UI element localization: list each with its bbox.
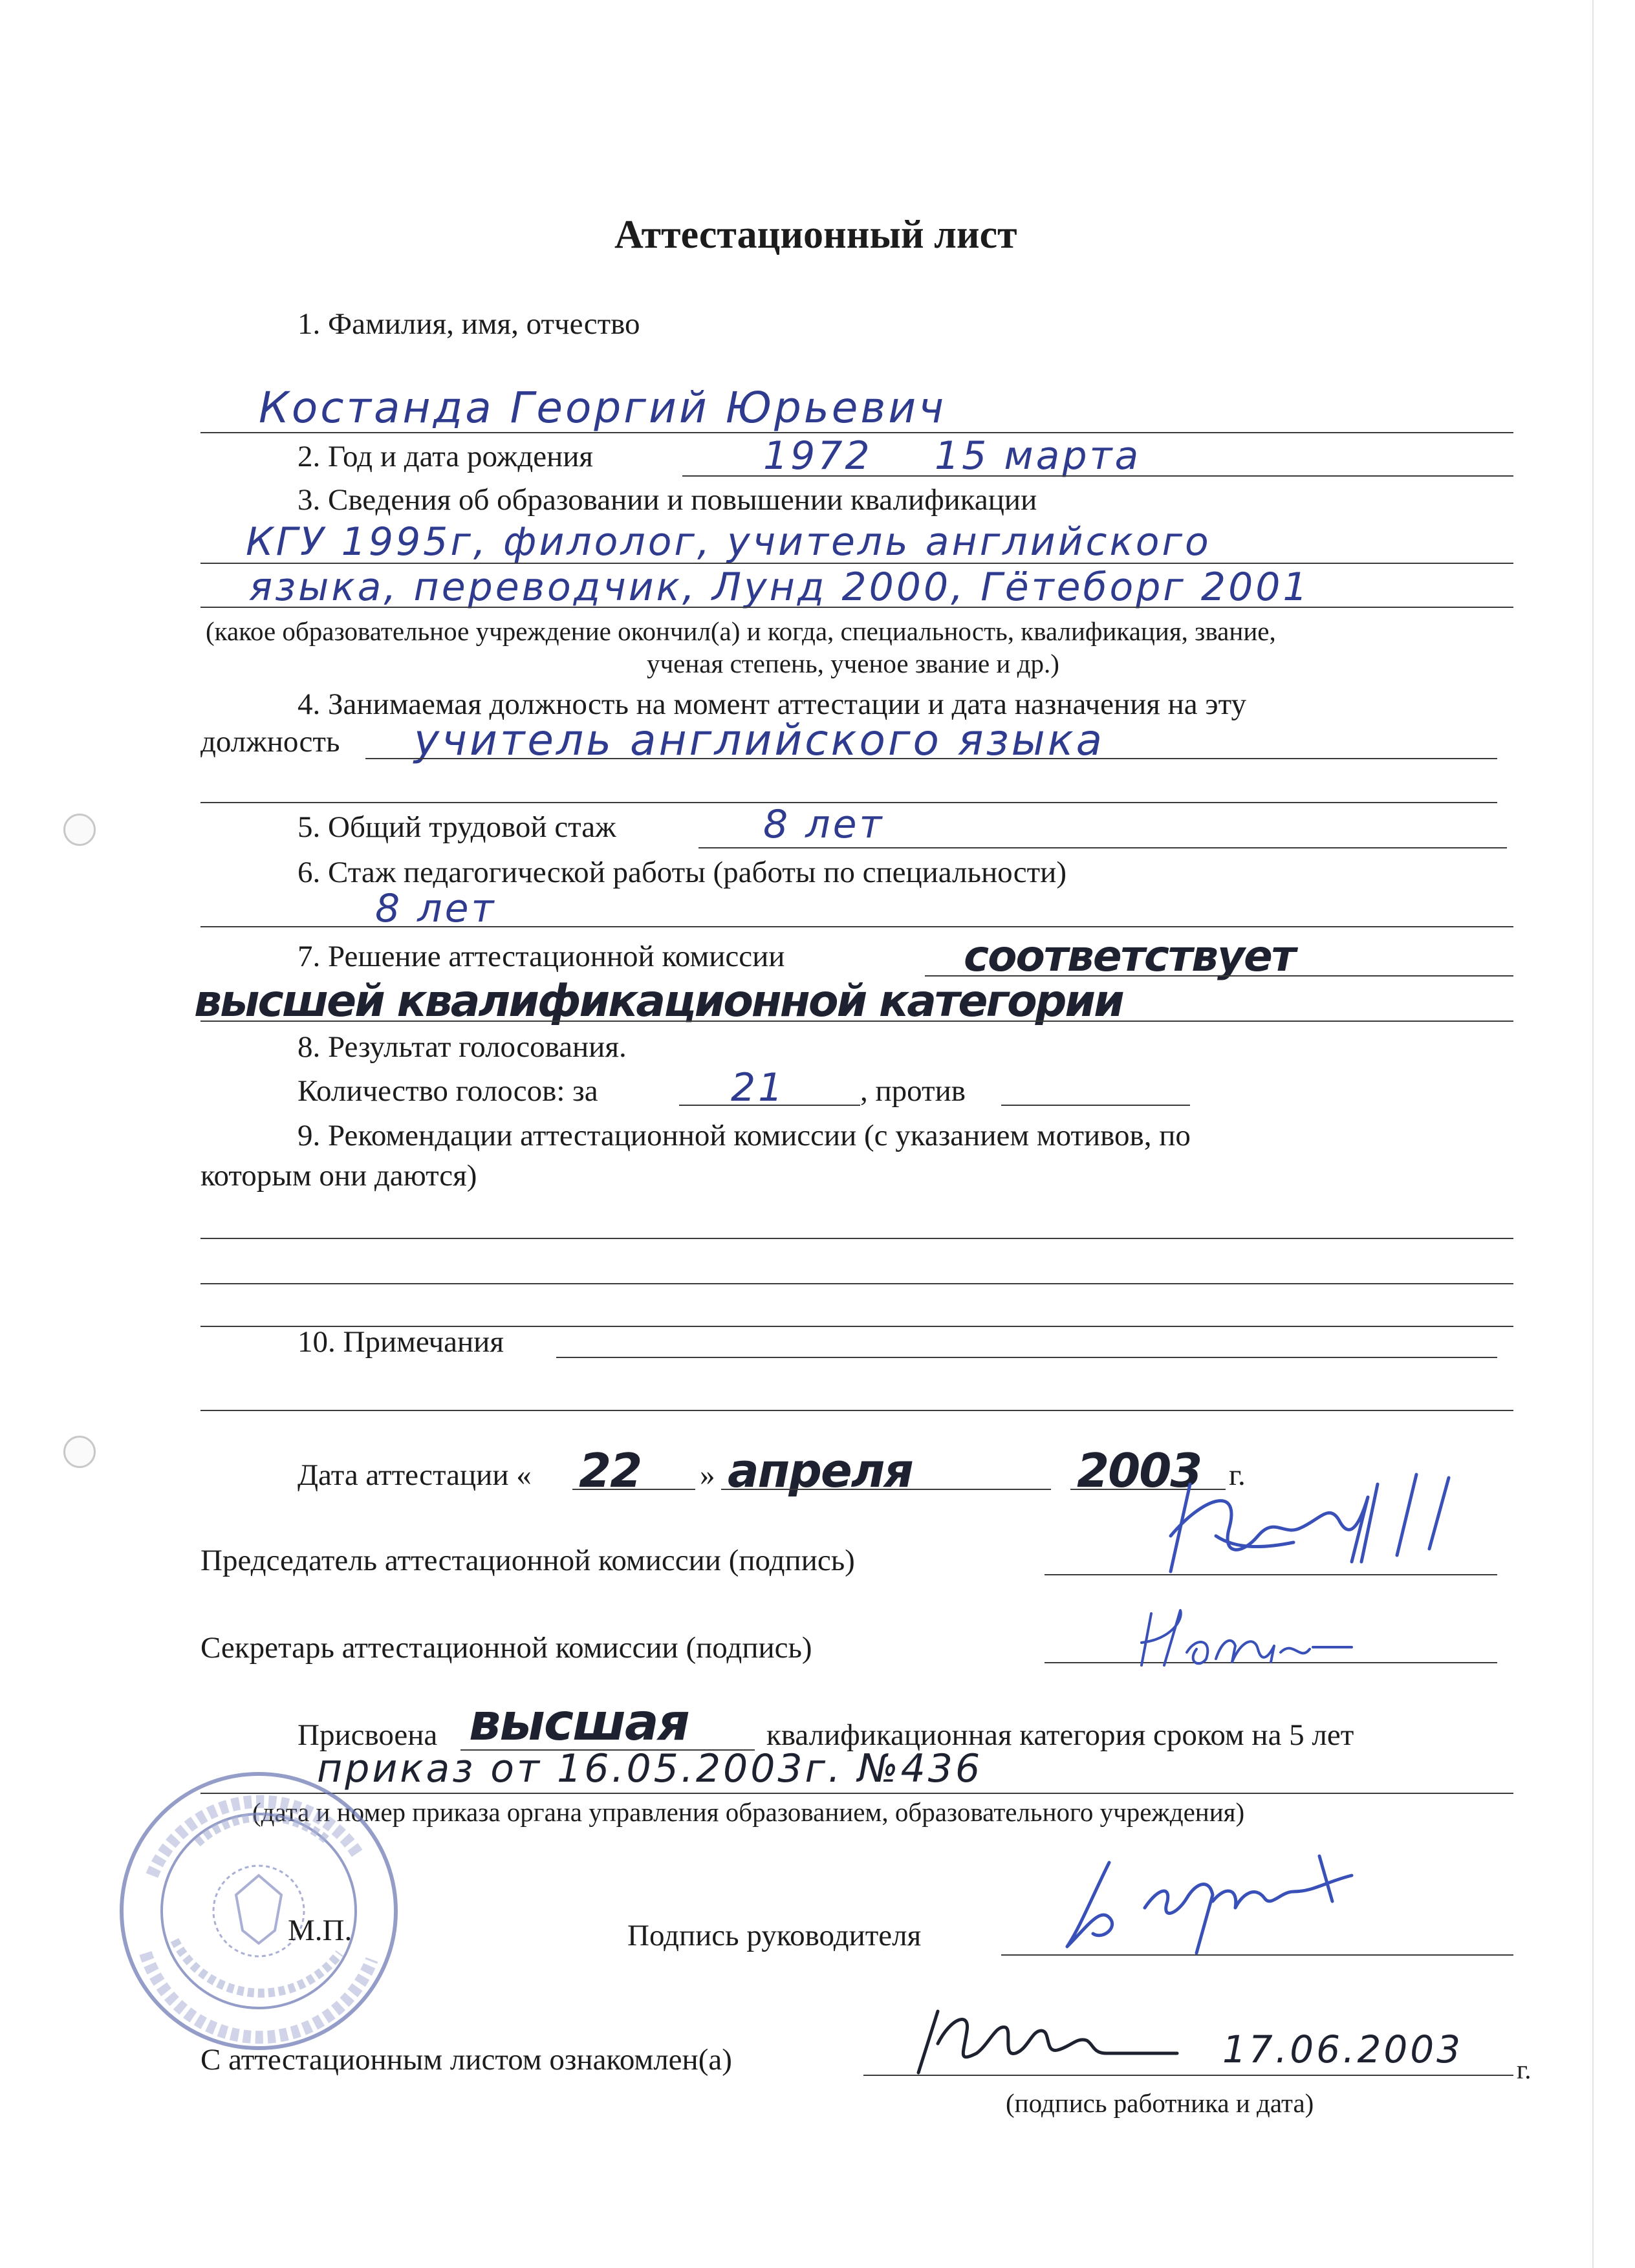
assigned-label: Присвоена — [298, 1718, 438, 1752]
field-10-line-1 — [556, 1357, 1497, 1358]
field-3-value-line2: языка, переводчик, Лунд 2000, Гётеборг 2001 — [249, 565, 1310, 610]
mp-label: М.П. — [288, 1914, 352, 1947]
field-7-line-2 — [200, 1021, 1513, 1022]
field-10-label: 10. Примечания — [298, 1325, 504, 1359]
acquainted-hint: (подпись работника и дата) — [1006, 2088, 1314, 2118]
assigned-value: высшая — [469, 1694, 689, 1752]
date-suffix: г. — [1229, 1458, 1246, 1492]
field-5-value: 8 лет — [763, 802, 885, 847]
field-5-label: 5. Общий трудовой стаж — [298, 810, 616, 844]
votes-against-line — [1001, 1105, 1190, 1106]
secretary-label: Секретарь аттестационной комиссии (подпись) — [200, 1631, 812, 1665]
punch-hole-top — [63, 814, 96, 846]
acquainted-date: 17.06.2003 — [1222, 2027, 1464, 2071]
field-4-value: учитель английского языка — [414, 715, 1105, 765]
field-4-label: 4. Занимаемая должность на момент аттестации и дата назначения на эту — [298, 687, 1247, 721]
field-3-line-1 — [200, 563, 1513, 564]
field-2-year: 1972 — [763, 433, 872, 479]
field-3-hint-2: ученая степень, ученое звание и др.) — [647, 649, 1059, 678]
assigned-suffix: квалификационная категория сроком на 5 лет — [766, 1718, 1354, 1752]
acquainted-label: С аттестационным листом ознакомлен(а) — [200, 2043, 732, 2077]
chair-signature — [1145, 1458, 1468, 1588]
date-month: апреля — [728, 1443, 913, 1498]
field-6-value: 8 лет — [375, 886, 497, 931]
field-3-label: 3. Сведения об образовании и повышении квалификации — [298, 483, 1037, 517]
date-month-line — [721, 1489, 1051, 1490]
field-6-label: 6. Стаж педагогической работы (работы по специальности) — [298, 856, 1067, 889]
field-1-value: Костанда Георгий Юрьевич — [259, 383, 947, 433]
field-10-line-2 — [200, 1410, 1513, 1411]
field-9-line-1 — [200, 1238, 1513, 1239]
acquainted-line — [863, 2075, 1513, 2076]
votes-for-line — [679, 1105, 860, 1106]
official-stamp — [113, 1766, 404, 2057]
field-5-line — [698, 847, 1507, 848]
date-quote-close: » — [700, 1458, 715, 1492]
field-9-line-2 — [200, 1283, 1513, 1284]
field-2-date: 15 марта — [935, 433, 1142, 479]
field-6-line — [200, 926, 1513, 927]
field-2-label: 2. Год и дата рождения — [298, 440, 594, 473]
field-3-hint-1: (какое образовательное учреждение окончил(а) и когда, специальность, квалификация, звание, — [206, 616, 1276, 646]
date-year: 2003 — [1077, 1443, 1202, 1498]
field-7-label: 7. Решение аттестационной комиссии — [298, 940, 785, 973]
votes-against-label: , против — [860, 1074, 966, 1108]
date-label: Дата аттестации « — [298, 1458, 532, 1492]
order-hint: (дата и номер приказа органа управления образованием, образовательного учреждения) — [252, 1797, 1245, 1827]
paper-edge — [1592, 0, 1594, 2268]
field-7-value-line1: соответствует — [964, 931, 1295, 981]
field-3-line-2 — [200, 607, 1513, 608]
secretary-signature — [1125, 1601, 1358, 1672]
field-4-label-cont: должность — [200, 725, 340, 759]
field-9-label-2: которым они даются) — [200, 1159, 477, 1193]
head-signature — [1048, 1837, 1384, 1966]
order-value: приказ от 16.05.2003г. №436 — [317, 1746, 983, 1791]
field-7-value-line2: высшей квалификационной категории — [194, 976, 1123, 1027]
field-2-line — [682, 475, 1513, 477]
votes-for-value: 21 — [731, 1065, 786, 1110]
field-9-label-1: 9. Рекомендации аттестационной комиссии (с указанием мотивов, по — [298, 1119, 1191, 1152]
votes-for-label: Количество голосов: за — [298, 1074, 598, 1108]
date-day: 22 — [579, 1443, 642, 1498]
field-4-line-1 — [365, 758, 1497, 759]
date-day-line — [572, 1489, 695, 1490]
punch-hole-bottom — [63, 1436, 96, 1468]
chair-label: Председатель аттестационной комиссии (подпись) — [200, 1544, 855, 1577]
field-3-value-line1: КГУ 1995г, филолог, учитель английского — [246, 519, 1211, 565]
field-1-label: 1. Фамилия, имя, отчество — [298, 307, 640, 341]
field-8-label: 8. Результат голосования. — [298, 1030, 627, 1064]
document-title: Аттестационный лист — [614, 213, 1017, 257]
head-sign-label: Подпись руководителя — [627, 1919, 922, 1952]
acquainted-date-suffix: г. — [1517, 2055, 1532, 2084]
